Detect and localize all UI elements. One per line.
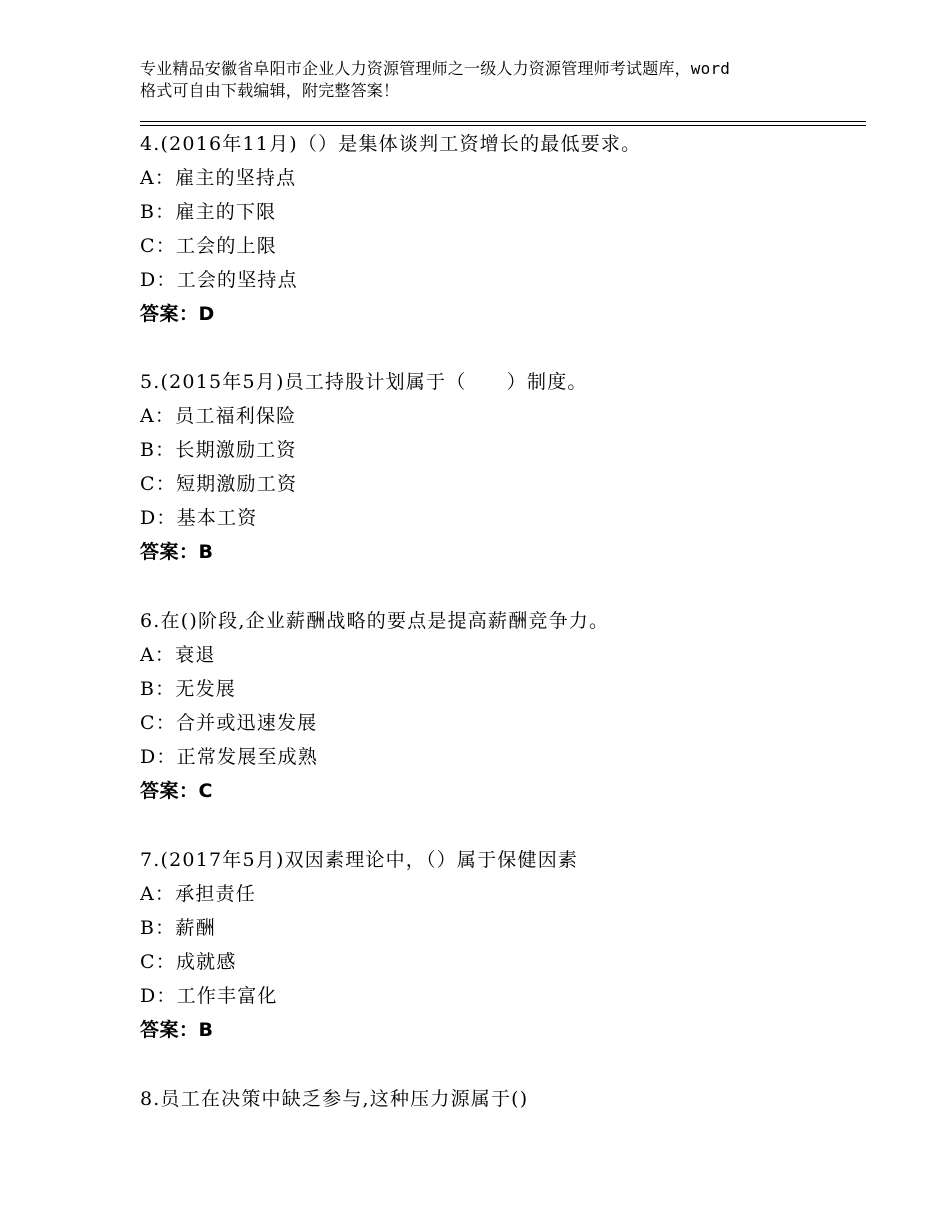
option-a: A：承担责任 — [140, 883, 256, 905]
question-7 — [140, 843, 866, 1047]
question-stem: 5.(2015年5月)员工持股计划属于（ ）制度。 — [140, 371, 588, 393]
header-divider-bottom — [140, 125, 866, 126]
header-divider-top — [140, 121, 866, 122]
option-d: D：工会的坚持点 — [140, 269, 298, 291]
option-d: D：基本工资 — [140, 507, 258, 529]
header-line-2: 格式可自由下载编辑，附完整答案！ — [140, 81, 400, 100]
question-5 — [140, 365, 866, 569]
option-b: B：无发展 — [140, 678, 236, 700]
question-stem: 8.员工在决策中缺乏参与,这种压力源属于() — [140, 1088, 529, 1110]
document-header — [140, 58, 840, 102]
question-stem: 6.在()阶段,企业薪酬战略的要点是提高薪酬竞争力。 — [140, 610, 610, 632]
option-b: B：薪酬 — [140, 917, 216, 939]
option-b: B：雇主的下限 — [140, 201, 277, 223]
option-b: B：长期激励工资 — [140, 439, 297, 461]
question-stem: 7.(2017年5月)双因素理论中，（）属于保健因素 — [140, 849, 579, 871]
option-c: C：工会的上限 — [140, 235, 277, 257]
question-6 — [140, 604, 866, 808]
option-d: D：工作丰富化 — [140, 985, 278, 1007]
option-a: A：员工福利保险 — [140, 405, 297, 427]
option-a: A：衰退 — [140, 644, 216, 666]
answer-label: 答案：D — [140, 303, 215, 325]
answer-label: 答案：B — [140, 541, 214, 563]
option-a: A：雇主的坚持点 — [140, 167, 297, 189]
option-d: D：正常发展至成熟 — [140, 746, 319, 768]
question-stem: 4.(2016年11月)（）是集体谈判工资增长的最低要求。 — [140, 133, 642, 155]
option-c: C：短期激励工资 — [140, 473, 298, 495]
answer-label: 答案：C — [140, 780, 213, 802]
answer-label: 答案：B — [140, 1019, 214, 1041]
question-4 — [140, 127, 866, 331]
question-8 — [140, 1082, 866, 1116]
option-c: C：合并或迅速发展 — [140, 712, 318, 734]
option-c: C：成就感 — [140, 951, 237, 973]
header-line-1: 专业精品安徽省阜阳市企业人力资源管理师之一级人力资源管理师考试题库，word — [140, 59, 731, 78]
